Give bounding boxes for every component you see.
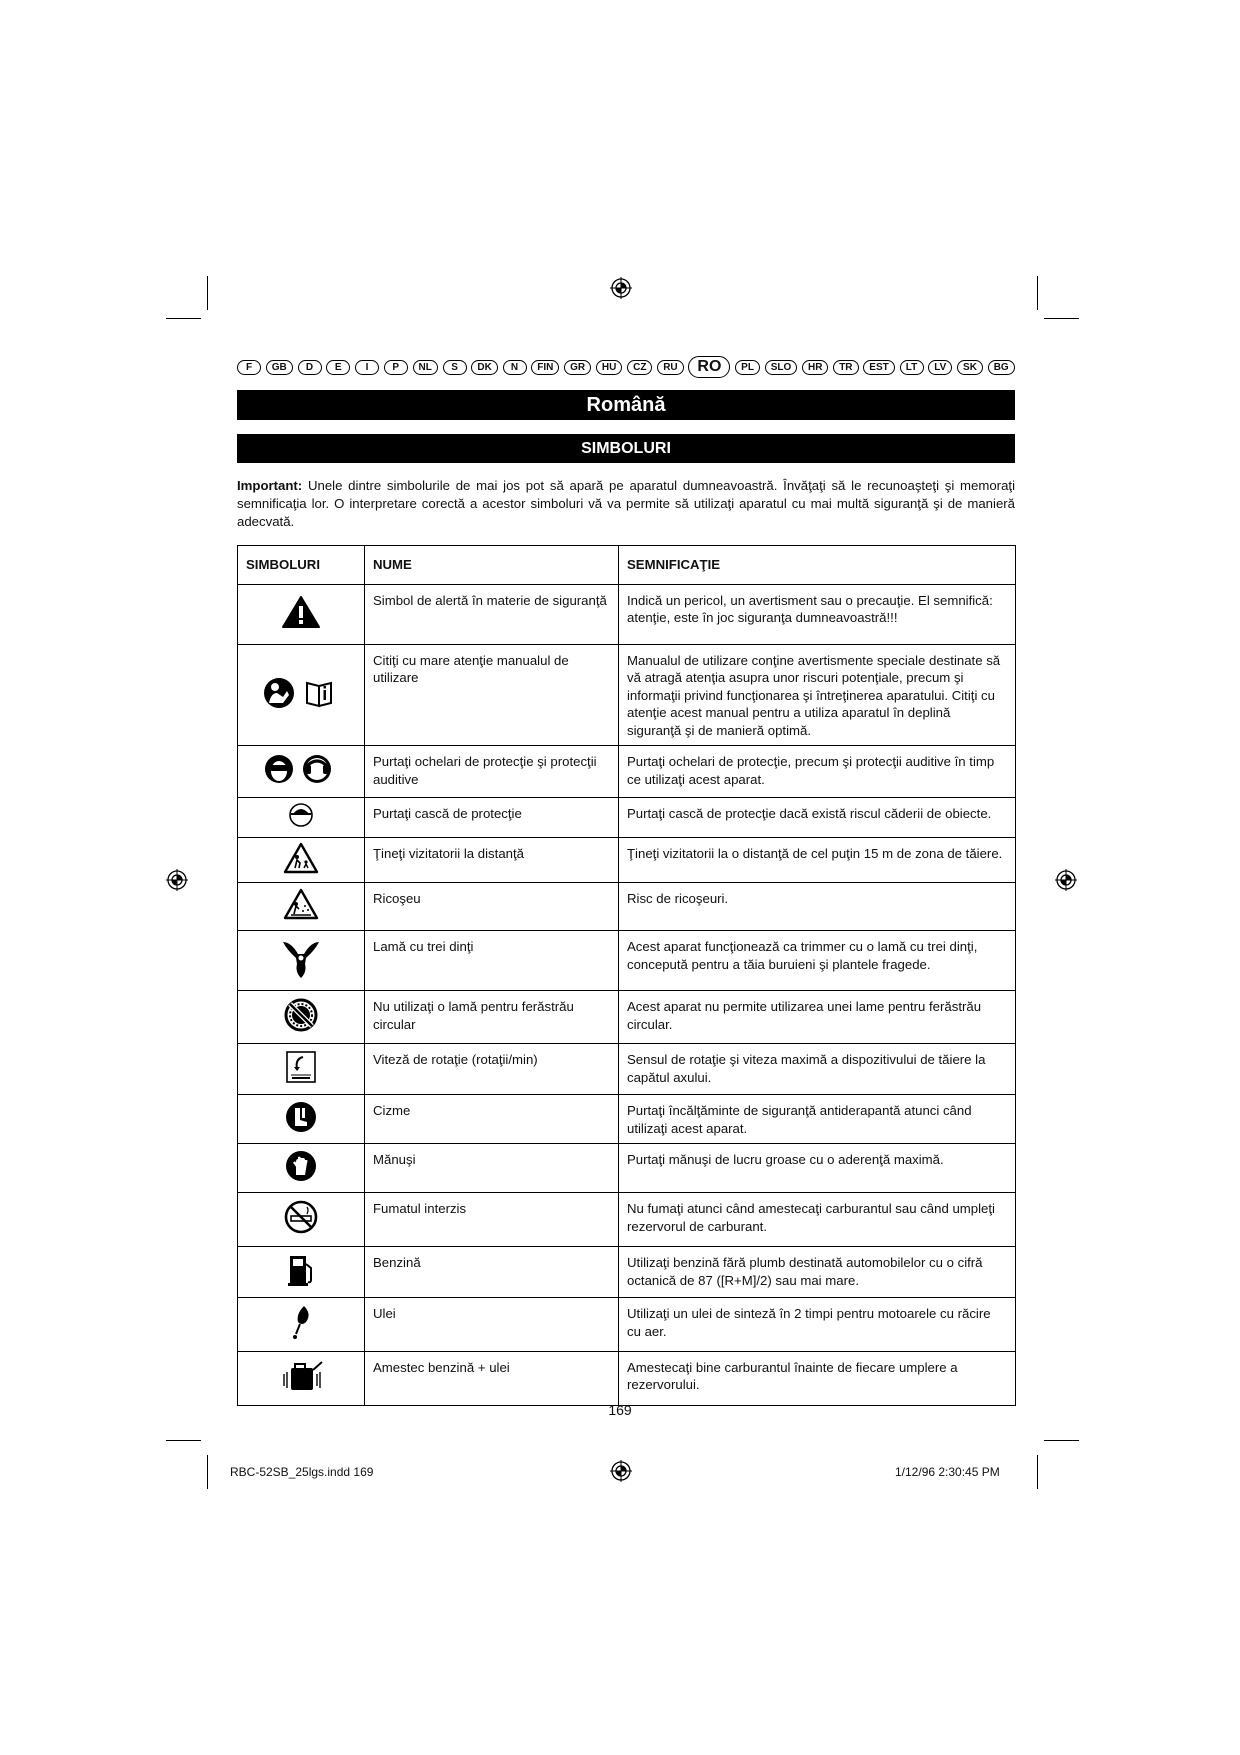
intro-text: Unele dintre simbolurile de mai jos pot să apară pe aparatul dumneavoastră. Învăţaţi să le recunoaşteţi şi memoraţi semnificaţia lor. O interpretare corectă a acestor simboluri vă va permite să utilizaţi aparatul cu mai multă siguranţă şi de manieră adecvată. — [237, 478, 1015, 529]
language-pill-tr[interactable]: TR — [833, 360, 858, 375]
table-row — [238, 837, 1016, 883]
eye-ear-protection-icon — [261, 752, 341, 786]
language-pill-n[interactable]: N — [503, 360, 527, 375]
boots-icon — [284, 1100, 318, 1134]
symbol-name: Nu utilizaţi o lamă pentru ferăstrău circular — [365, 991, 619, 1044]
intro-paragraph — [237, 477, 1015, 531]
gloves-icon — [284, 1149, 318, 1183]
crop-mark — [1044, 318, 1079, 319]
symbol-cell — [238, 1247, 365, 1298]
language-pill-fin[interactable]: FIN — [531, 360, 559, 375]
language-pill-lt[interactable]: LT — [900, 360, 924, 375]
table-row — [238, 798, 1016, 838]
table-row — [238, 1193, 1016, 1247]
symbol-meaning: Purtaţi ochelari de protecţie, precum şi protecţii auditive în timp ce utilizaţi acest aparat. — [619, 746, 1016, 798]
symbol-meaning: Ţineţi vizitatorii la o distanţă de cel puţin 15 m de zona de tăiere. — [619, 837, 1016, 883]
crop-mark — [166, 318, 201, 319]
symbol-meaning: Sensul de rotaţie şi viteza maximă a dispozitivului de tăiere la capătul axului. — [619, 1044, 1016, 1095]
language-pill-ro[interactable]: RO — [688, 356, 730, 378]
language-pill-slo[interactable]: SLO — [765, 360, 798, 375]
table-row — [238, 883, 1016, 931]
symbol-meaning: Utilizaţi benzină fără plumb destinată automobilelor cu o cifră octanică de 87 ([R+M]/2) sau mai mare. — [619, 1247, 1016, 1298]
read-manual-icon — [261, 675, 341, 711]
language-pill-dk[interactable]: DK — [471, 360, 497, 375]
safety-alert-icon — [281, 595, 321, 629]
symbol-name: Simbol de alertă în materie de siguranţă — [365, 584, 619, 644]
helmet-icon — [287, 802, 315, 828]
symbol-name: Ulei — [365, 1298, 619, 1352]
language-pill-sk[interactable]: SK — [957, 360, 983, 375]
symbol-cell — [238, 1044, 365, 1095]
symbol-meaning: Manualul de utilizare conţine avertismente speciale destinate să vă atragă atenţia asupra unor riscuri potenţiale, precum şi informaţii privind funcţionarea şi întreţinerea aparatului. Citiţi cu atenţie acest manual pentru a utiliza aparatul în deplină siguranţă şi de manieră optimă. — [619, 644, 1016, 746]
table-row — [238, 1144, 1016, 1193]
language-pill-p[interactable]: P — [384, 360, 408, 375]
symbol-name: Benzină — [365, 1247, 619, 1298]
symbol-name: Cizme — [365, 1095, 619, 1144]
symbol-cell — [238, 746, 365, 798]
language-pill-lv[interactable]: LV — [928, 360, 952, 375]
no-smoking-icon — [283, 1199, 319, 1235]
intro-bold: Important: — [237, 478, 303, 493]
table-header-row — [238, 546, 1016, 585]
column-header: NUME — [365, 546, 619, 585]
language-selector — [237, 357, 1015, 377]
symbol-meaning: Purtaţi mănuşi de lucru groase cu o aderenţă maximă. — [619, 1144, 1016, 1193]
language-title: Română — [237, 390, 1015, 420]
table-row — [238, 1095, 1016, 1144]
table-row — [238, 991, 1016, 1044]
symbol-name: Viteză de rotaţie (rotaţii/min) — [365, 1044, 619, 1095]
symbol-meaning: Indică un pericol, un avertisment sau o precauţie. El semnifică: atenţie, este în joc siguranţa dumneavoastră!!! — [619, 584, 1016, 644]
table-row — [238, 1044, 1016, 1095]
ricochet-icon — [283, 888, 319, 920]
table-row — [238, 1298, 1016, 1352]
language-pill-gr[interactable]: GR — [564, 360, 591, 375]
symbol-name: Purtaţi cască de protecţie — [365, 798, 619, 838]
symbols-table — [237, 545, 1016, 1406]
symbol-name: Purtaţi ochelari de protecţie şi protecţii auditive — [365, 746, 619, 798]
fuel-pump-icon — [284, 1252, 318, 1288]
crop-mark — [1037, 1455, 1038, 1489]
page-number: 169 — [608, 1402, 632, 1418]
symbol-meaning: Purtaţi cască de protecţie dacă există riscul căderii de obiecte. — [619, 798, 1016, 838]
table-row — [238, 1247, 1016, 1298]
registration-mark-icon — [610, 277, 632, 299]
symbol-meaning: Nu fumaţi atunci când amestecaţi carburantul sau când umpleţi rezervorul de carburant. — [619, 1193, 1016, 1247]
language-pill-f[interactable]: F — [237, 360, 261, 375]
symbol-name: Ricoşeu — [365, 883, 619, 931]
fuel-mix-can-icon — [278, 1358, 324, 1394]
symbol-cell — [238, 1193, 365, 1247]
table-row — [238, 584, 1016, 644]
footer-file: RBC-52SB_25lgs.indd 169 — [230, 1465, 374, 1479]
symbol-cell — [238, 931, 365, 991]
symbol-name: Amestec benzină + ulei — [365, 1351, 619, 1405]
symbol-cell — [238, 837, 365, 883]
crop-mark — [207, 1455, 208, 1489]
column-header: SEMNIFICAŢIE — [619, 546, 1016, 585]
table-row — [238, 931, 1016, 991]
language-pill-bg[interactable]: BG — [988, 360, 1015, 375]
symbol-meaning: Amestecaţi bine carburantul înainte de fiecare umplere a rezervorului. — [619, 1351, 1016, 1405]
symbol-name: Mănuşi — [365, 1144, 619, 1193]
symbol-meaning: Risc de ricoşeuri. — [619, 883, 1016, 931]
symbol-meaning: Acest aparat nu permite utilizarea unei lame pentru ferăstrău circular. — [619, 991, 1016, 1044]
table-row — [238, 644, 1016, 746]
section-title: SIMBOLURI — [237, 434, 1015, 463]
crop-mark — [207, 276, 208, 310]
table-row — [238, 1351, 1016, 1405]
symbol-cell — [238, 1144, 365, 1193]
no-circular-saw-blade-icon — [283, 997, 319, 1033]
symbol-meaning: Utilizaţi un ulei de sinteză în 2 timpi pentru motoarele cu răcire cu aer. — [619, 1298, 1016, 1352]
keep-bystanders-away-icon — [283, 842, 319, 874]
registration-mark-icon — [610, 1460, 632, 1482]
symbol-meaning: Purtaţi încălţăminte de siguranţă antiderapantă atunci când utilizaţi acest aparat. — [619, 1095, 1016, 1144]
symbol-name: Fumatul interzis — [365, 1193, 619, 1247]
language-pill-est[interactable]: EST — [863, 360, 894, 375]
symbol-cell — [238, 584, 365, 644]
table-row — [238, 746, 1016, 798]
symbol-cell — [238, 644, 365, 746]
symbol-meaning: Acest aparat funcţionează ca trimmer cu o lamă cu trei dinţi, concepută pentru a tăia buruieni şi plantele fragede. — [619, 931, 1016, 991]
symbol-name: Lamă cu trei dinţi — [365, 931, 619, 991]
crop-mark — [1037, 276, 1038, 310]
symbol-cell — [238, 1095, 365, 1144]
footer-timestamp: 1/12/96 2:30:45 PM — [895, 1465, 1000, 1479]
registration-mark-icon — [166, 869, 188, 891]
language-pill-e[interactable]: E — [326, 360, 350, 375]
language-pill-gb[interactable]: GB — [266, 360, 293, 375]
language-pill-pl[interactable]: PL — [735, 360, 760, 375]
language-pill-d[interactable]: D — [298, 360, 322, 375]
language-pill-hu[interactable]: HU — [596, 360, 622, 375]
language-pill-nl[interactable]: NL — [413, 360, 438, 375]
rotation-speed-icon — [283, 1049, 319, 1085]
symbol-name: Citiţi cu mare atenţie manualul de utilizare — [365, 644, 619, 746]
language-pill-hr[interactable]: HR — [802, 360, 828, 375]
registration-mark-icon — [1055, 869, 1077, 891]
crop-mark — [1044, 1440, 1079, 1441]
language-pill-ru[interactable]: RU — [657, 360, 683, 375]
symbol-cell — [238, 798, 365, 838]
symbol-name: Ţineţi vizitatorii la distanţă — [365, 837, 619, 883]
symbol-cell — [238, 883, 365, 931]
column-header: SIMBOLURI — [238, 546, 365, 585]
language-pill-cz[interactable]: CZ — [627, 360, 652, 375]
three-tooth-blade-icon — [279, 936, 323, 980]
language-pill-i[interactable]: I — [355, 360, 379, 375]
symbol-cell — [238, 991, 365, 1044]
crop-mark — [166, 1440, 201, 1441]
symbol-cell — [238, 1298, 365, 1352]
language-pill-s[interactable]: S — [443, 360, 467, 375]
symbol-cell — [238, 1351, 365, 1405]
oil-drop-icon — [286, 1302, 316, 1342]
